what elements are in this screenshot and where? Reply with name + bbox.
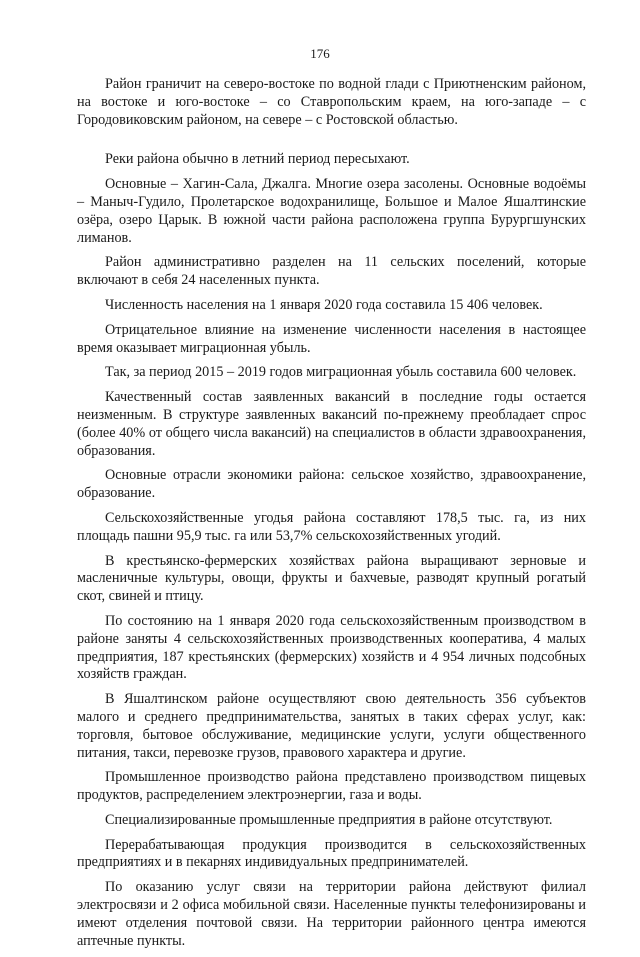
- paragraph-population: Численность населения на 1 января 2020 года составила 15 406 человек.: [105, 296, 543, 313]
- paragraph-farmland: Сельскохозяйственные угодья района составляют 178,5 тыс. га, из них площадь пашни 95,9 тыс. га или 53,7% сельскохозяйственных угодий.: [77, 509, 586, 544]
- page-number: 176: [310, 46, 330, 61]
- paragraph-rivers: Реки района обычно в летний период пересыхают.: [105, 151, 410, 168]
- paragraph-borders: Район граничит на северо-востоке по водной глади с Приютненским районом, на востоке и юго-востоке – со Ставропольским краем, на юго-западе – с Городовиковским районом, на севере – с Ростовской областью.: [77, 76, 586, 128]
- paragraph-processing: Перерабатывающая продукция производится в сельскохозяйственных предприятиях и в пекарнях индивидуальных предпринимателей.: [77, 836, 586, 871]
- paragraph-migration: Отрицательное влияние на изменение численности населения в настоящее время оказывает миграционная убыль.: [77, 321, 586, 356]
- paragraph-industry: Промышленное производство района представлено производством пищевых продуктов, распределением электроэнергии, газа и воды.: [77, 769, 586, 804]
- paragraph-specialized-industry: Специализированные промышленные предприятия в районе отсутствуют.: [105, 811, 553, 828]
- paragraph-farming: В крестьянско-фермерских хозяйствах района выращивают зерновые и масленичные культуры, овощи, фрукты и бахчевые, разводят крупный рогатый скот, свиней и птицу.: [77, 552, 586, 605]
- paragraph-small-business: В Яшалтинском районе осуществляют свою деятельность 356 субъектов малого и среднего предпринимательства, занятых в таких сферах услуг, как: торговля, бытовое обслуживание, медицинские услуги, услуги общественного питания, такси, перевозке грузов, правового характера и другие.: [77, 691, 586, 761]
- paragraph-economy-sectors: Основные отрасли экономики района: сельское хозяйство, здравоохранение, образование.: [77, 467, 586, 502]
- document-body: [77, 76, 586, 957]
- paragraph-migration-loss: Так, за период 2015 – 2019 годов миграционная убыль составила 600 человек.: [105, 364, 577, 381]
- paragraph-agricultural-producers: По состоянию на 1 января 2020 года сельскохозяйственным производством в районе заняты 4 сельскохозяйственных производственных кооператива, 4 малых предприятия, 187 крестьянских (фермерских) хозяйств и 4 954 личных подсобных хозяйств граждан.: [77, 612, 586, 683]
- paragraph-administrative: Район административно разделен на 11 сельских поселений, которые включают в себя 24 населенных пункта.: [77, 254, 586, 289]
- paragraph-communications: По оказанию услуг связи на территории района действуют филиал электросвязи и 2 офиса мобильной связи. Населенные пункты телефонизированы и имеют отделения почтовой связи. На территории районного центра имеются аптечные пункты.: [77, 879, 586, 949]
- paragraph-vacancies: Качественный состав заявленных вакансий в последние годы остается неизменным. В структуре заявленных вакансий по-прежнему преобладает спрос (более 40% от общего числа вакансий) на специалистов в области здравоохранения, образования.: [77, 389, 586, 459]
- paragraph-water-bodies: Основные – Хагин-Сала, Джалга. Многие озера засолены. Основные водоёмы – Маныч-Гудило, Пролетарское водохранилище, Большое и Малое Яшалтинские озёра, озеро Царык. В южной части района расположена группа Бурургшунских лиманов.: [77, 176, 586, 246]
